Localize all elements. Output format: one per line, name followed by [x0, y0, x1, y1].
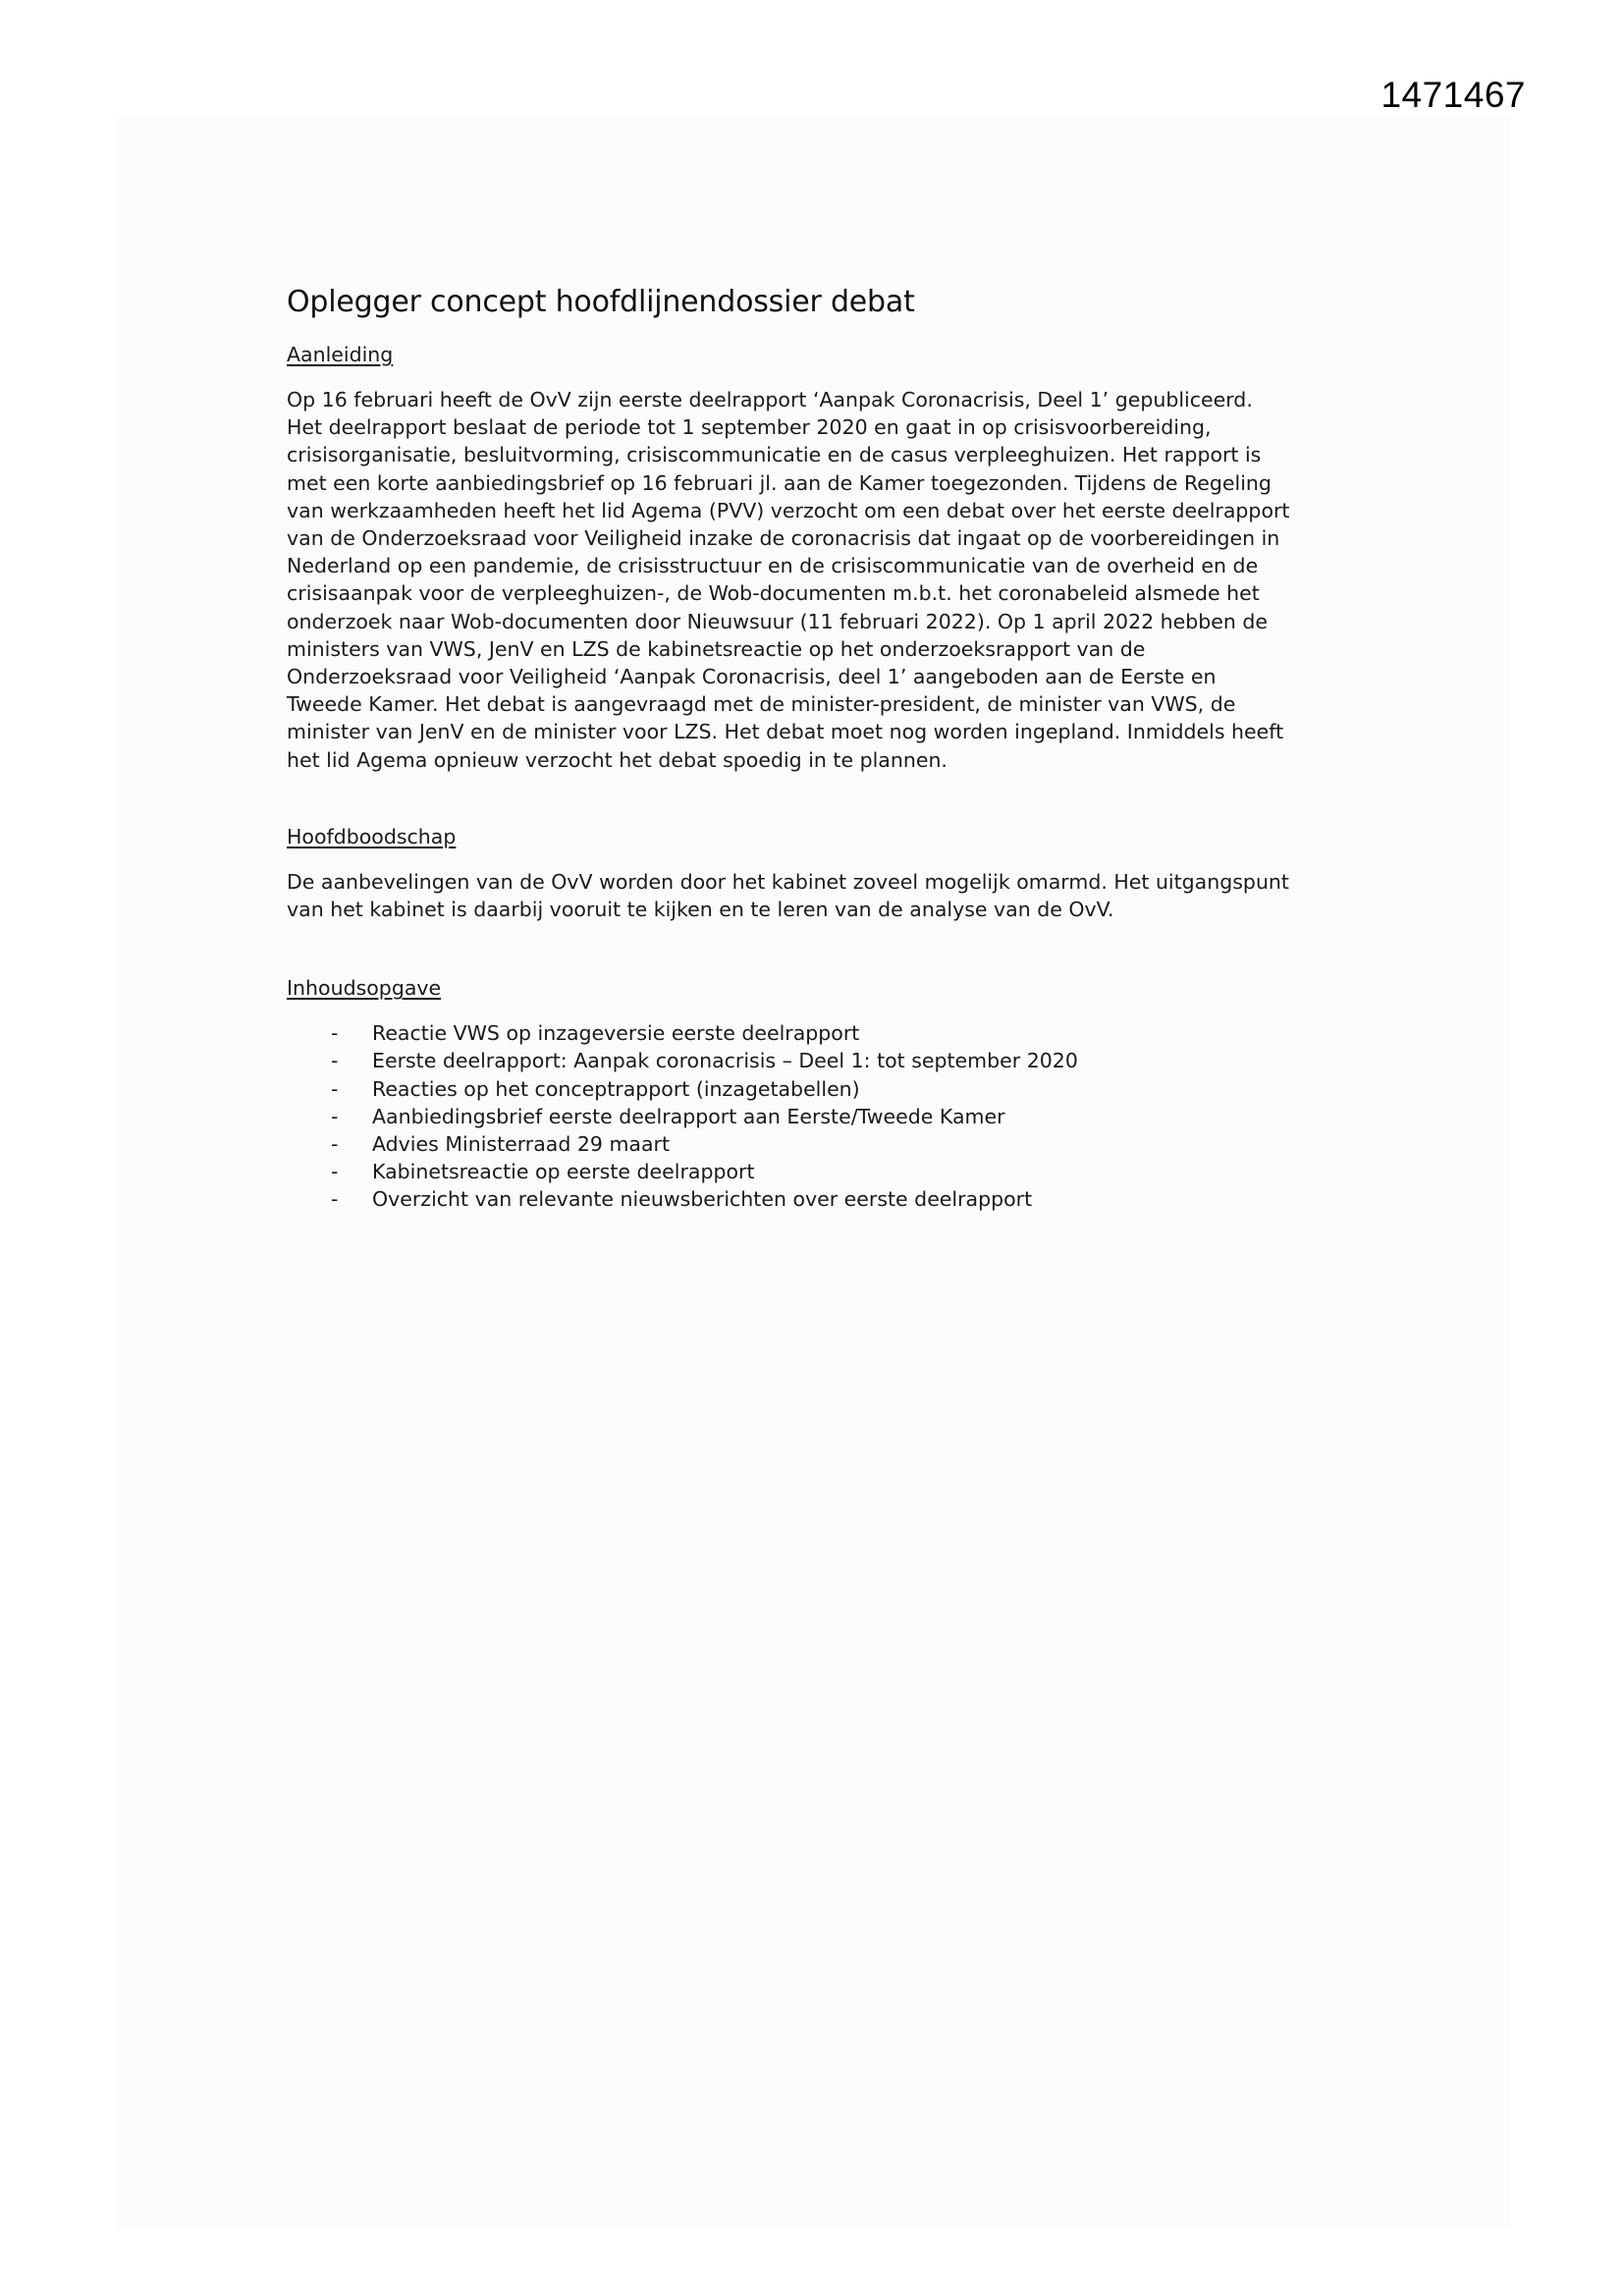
- toc-item: [287, 1185, 1357, 1213]
- text-line: Op 16 februari heeft de OvV zijn eerste deelrapport ‘Aanpak Coronacrisis, Deel 1’ gepubliceerd.: [287, 388, 1253, 411]
- bullet-dash: -: [331, 1104, 339, 1128]
- section-inhoudsopgave: [287, 976, 1357, 1213]
- toc-item-label: Reacties op het conceptrapport (inzagetabellen): [372, 1076, 860, 1101]
- paragraph-aanleiding: [287, 386, 1357, 774]
- spacer: [287, 923, 1357, 976]
- toc-item: [287, 1019, 1357, 1047]
- section-heading-aanleiding: Aanleiding: [287, 343, 394, 366]
- table-of-contents: [287, 1019, 1357, 1213]
- toc-item-label: Advies Ministerraad 29 maart: [372, 1132, 671, 1157]
- toc-item-label: Kabinetsreactie op eerste deelrapport: [372, 1160, 755, 1184]
- toc-item: [287, 1075, 1357, 1103]
- toc-item-label: Reactie VWS op inzageversie eerste deelrapport: [372, 1021, 860, 1046]
- toc-item-label: Eerste deelrapport: Aanpak coronacrisis – Deel 1: tot september 2020: [372, 1049, 1078, 1073]
- bullet-dash: -: [331, 1132, 339, 1157]
- bullet-dash: -: [331, 1160, 339, 1184]
- text-line: van de Onderzoeksraad voor Veiligheid inzake de coronacrisis dat ingaat op de voorbereidingen in: [287, 526, 1280, 551]
- toc-item: [287, 1047, 1357, 1074]
- toc-item: [287, 1130, 1357, 1158]
- spacer: [287, 774, 1357, 825]
- bullet-dash: -: [331, 1021, 339, 1046]
- bullet-dash: -: [331, 1049, 339, 1073]
- paragraph-hoofdboodschap: [287, 868, 1357, 923]
- text-line: onderzoek naar Wob-documenten door Nieuwsuur (11 februari 2022). Op 1 april 2022 hebben de: [287, 609, 1269, 633]
- text-line: van het kabinet is daarbij vooruit te kijken en te leren van de analyse van de OvV.: [287, 898, 1114, 922]
- text-line: het lid Agema opnieuw verzocht het debat spoedig in te plannen.: [287, 747, 947, 772]
- text-line: De aanbevelingen van de OvV worden door het kabinet zoveel mogelijk omarmd. Het uitgangspunt: [287, 869, 1289, 894]
- text-line: crisisaanpak voor de verpleeghuizen-, de Wob-documenten m.b.t. het coronabeleid alsmede het: [287, 581, 1260, 606]
- toc-item: [287, 1158, 1357, 1185]
- document-number: 1471467: [1380, 75, 1526, 115]
- toc-item-label: Overzicht van relevante nieuwsberichten over eerste deelrapport: [372, 1187, 1033, 1212]
- toc-item-label: Aanbiedingsbrief eerste deelrapport aan Eerste/Tweede Kamer: [372, 1104, 1005, 1128]
- section-heading-inhoudsopgave: Inhoudsopgave: [287, 976, 442, 1001]
- text-line: Tweede Kamer. Het debat is aangevraagd met de minister-president, de minister van VWS, de: [287, 692, 1236, 717]
- document-title: Oplegger concept hoofdlijnendossier debat: [287, 285, 915, 319]
- text-line: ministers van VWS, JenV en LZS de kabinetsreactie op het onderzoeksrapport van de: [287, 636, 1146, 661]
- section-hoofdboodschap: [287, 825, 1357, 923]
- text-line: Nederland op een pandemie, de crisisstructuur en de crisiscommunicatie van de overheid en de: [287, 554, 1259, 578]
- text-line: minister van JenV en de minister voor LZS. Het debat moet nog worden ingepland. Inmiddels heeft: [287, 720, 1284, 744]
- section-heading-hoofdboodschap: Hoofdboodschap: [287, 824, 457, 848]
- text-line: van werkzaamheden heeft het lid Agema (PVV) verzocht om een debat over het eerste deelrapport: [287, 498, 1290, 522]
- bullet-dash: -: [331, 1076, 339, 1101]
- bullet-dash: -: [331, 1187, 339, 1212]
- text-line: met een korte aanbiedingsbrief op 16 februari jl. aan de Kamer toegezonden. Tijdens de Regeling: [287, 470, 1272, 495]
- text-line: Onderzoeksraad voor Veiligheid ‘Aanpak Coronacrisis, deel 1’ aangeboden aan de Eerste en: [287, 665, 1217, 689]
- text-line: Het deelrapport beslaat de periode tot 1 september 2020 en gaat in op crisisvoorbereiding,: [287, 415, 1212, 440]
- text-line: crisisorganisatie, besluitvorming, crisiscommunicatie en de casus verpleeghuizen. Het rapport is: [287, 443, 1262, 467]
- document-body: [287, 285, 1357, 1214]
- toc-item: [287, 1103, 1357, 1130]
- section-aanleiding: [287, 343, 1357, 774]
